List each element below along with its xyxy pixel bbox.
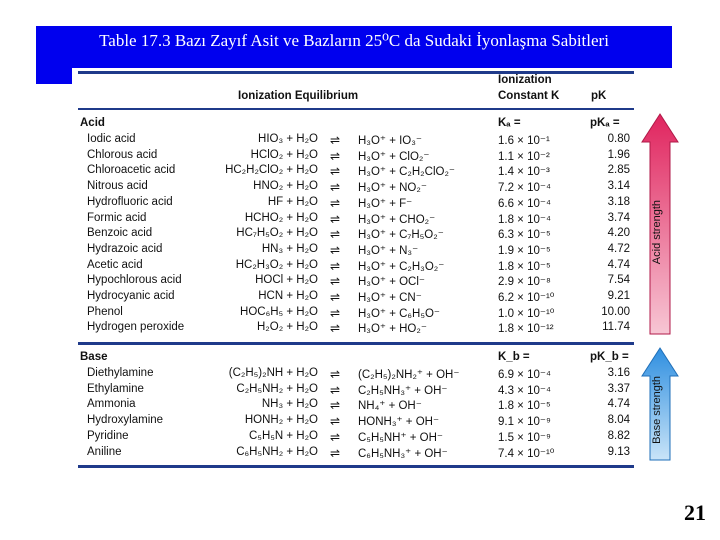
compound-name: Diethylamine <box>87 367 154 379</box>
reactants: HOCl + H₂O <box>255 274 318 287</box>
pk-value: 3.18 <box>607 195 630 208</box>
pk-value: 8.82 <box>607 429 630 442</box>
compound-name: Ethylamine <box>87 382 144 395</box>
pk-value: 0.80 <box>607 133 630 145</box>
table-row <box>78 446 634 462</box>
ionization-constant: 1.8 × 10⁻⁴ <box>498 213 551 226</box>
compound-name: Hydrazoic acid <box>87 242 163 255</box>
pk-value: 2.85 <box>607 164 630 177</box>
title-banner-notch <box>36 68 72 84</box>
products: NH₄⁺ + OH⁻ <box>358 400 422 413</box>
pk-value: 8.04 <box>607 414 630 427</box>
pk-value: 3.16 <box>607 367 630 379</box>
table-row <box>78 383 634 399</box>
equilibrium-arrow: ⇌ <box>330 211 341 226</box>
pk-value: 1.96 <box>607 148 630 161</box>
pk-value: 3.74 <box>607 211 630 224</box>
ionization-constant: 1.1 × 10⁻² <box>498 150 550 163</box>
pk-value: 9.21 <box>607 290 630 302</box>
table-row <box>78 398 634 414</box>
pk-value: 3.37 <box>607 382 630 395</box>
reactants: C₆H₅NH₂ + H₂O <box>236 445 318 458</box>
reactants: HC₂H₂ClO₂ + H₂O <box>225 164 318 177</box>
pkb-header: pK_b = <box>590 351 629 363</box>
reactants: HF + H₂O <box>267 195 318 208</box>
compound-name: Phenol <box>87 305 123 318</box>
base-section-label: Base <box>80 351 108 363</box>
products: H₃O⁺ + NO₂⁻ <box>358 182 427 195</box>
compound-name: Hydrogen peroxide <box>87 321 185 334</box>
products: H₃O⁺ + IO₃⁻ <box>358 135 423 147</box>
reactants: HC₇H₅O₂ + H₂O <box>236 227 318 240</box>
equilibrium-arrow: ⇌ <box>330 195 341 210</box>
ionization-constant: 6.3 × 10⁻⁵ <box>498 229 551 242</box>
products: C₂H₅NH₃⁺ + OH⁻ <box>358 384 448 397</box>
equilibrium-arrow: ⇌ <box>330 242 341 257</box>
table-row <box>78 430 634 446</box>
equilibrium-arrow: ⇌ <box>330 414 341 429</box>
equilibrium-arrow: ⇌ <box>330 367 341 381</box>
compound-name: Aniline <box>87 445 122 458</box>
equilibrium-arrow: ⇌ <box>330 148 341 163</box>
table-row <box>78 164 634 180</box>
table-row <box>78 414 634 430</box>
ionization-constant: 1.0 × 10⁻¹⁰ <box>498 307 555 320</box>
products: H₃O⁺ + F⁻ <box>358 197 413 210</box>
reactants: HOC₆H₅ + H₂O <box>240 305 318 318</box>
table-row <box>78 321 634 337</box>
equilibrium-arrow: ⇌ <box>330 429 341 444</box>
ionization-constant: 6.9 × 10⁻⁴ <box>498 369 551 381</box>
table-row <box>78 367 634 383</box>
pk-value: 9.13 <box>607 445 630 458</box>
pk-value: 10.00 <box>601 305 630 318</box>
ionization-constant: 1.8 × 10⁻⁵ <box>498 400 551 413</box>
compound-name: Hydrocyanic acid <box>87 290 175 302</box>
table-row <box>78 149 634 165</box>
slide-title: Table 17.3 Bazı Zayıf Asit ve Bazların 25⁰C da Sudaki İyonlaşma Sabitleri <box>99 31 609 50</box>
table-row <box>78 196 634 212</box>
equilibrium-arrow: ⇌ <box>330 382 341 397</box>
products: H₃O⁺ + HO₂⁻ <box>358 323 427 336</box>
ionization-constant: 7.4 × 10⁻¹⁰ <box>498 447 555 460</box>
products: C₆H₅NH₃⁺ + OH⁻ <box>358 447 448 460</box>
ionization-constant: 1.9 × 10⁻⁵ <box>498 244 551 257</box>
equilibrium-arrow: ⇌ <box>330 305 341 320</box>
ionization-constant: 7.2 × 10⁻⁴ <box>498 182 551 195</box>
compound-name: Hypochlorous acid <box>87 274 182 287</box>
reactants: H₂O₂ + H₂O <box>257 321 318 334</box>
pka-header: pKₐ = <box>590 117 620 129</box>
table-row <box>78 259 634 275</box>
products: H₃O⁺ + CHO₂⁻ <box>358 213 436 226</box>
equilibrium-arrow: ⇌ <box>330 164 341 179</box>
compound-name: Acetic acid <box>87 258 143 271</box>
ionization-constant: 2.9 × 10⁻⁸ <box>498 276 551 289</box>
table-row <box>78 290 634 306</box>
table-row <box>78 243 634 259</box>
reactants: HC₂H₃O₂ + H₂O <box>235 258 318 271</box>
products: H₃O⁺ + C₂H₃O₂⁻ <box>358 260 445 273</box>
compound-name: Benzoic acid <box>87 227 153 240</box>
ionization-constant: 4.3 × 10⁻⁴ <box>498 384 551 397</box>
section-divider-rule <box>78 342 634 345</box>
ionization-constant: 1.6 × 10⁻¹ <box>498 135 550 147</box>
equilibrium-arrow: ⇌ <box>330 398 341 413</box>
ionization-constant: 1.4 × 10⁻³ <box>498 166 550 179</box>
acid-section-label: Acid <box>80 117 105 129</box>
constant-header-line1: Ionization <box>498 74 552 86</box>
compound-name: Hydrofluoric acid <box>87 195 173 208</box>
products: (C₂H₅)₂NH₂⁺ + OH⁻ <box>358 369 460 381</box>
compound-name: Nitrous acid <box>87 180 148 193</box>
pk-value: 11.74 <box>602 321 630 334</box>
ionization-constant: 1.8 × 10⁻⁵ <box>498 260 551 273</box>
table-bottom-rule <box>78 465 634 468</box>
acid-strength-label: Acid strength <box>651 200 663 265</box>
products: H₃O⁺ + CN⁻ <box>358 292 422 304</box>
reactants: NH₃ + H₂O <box>261 398 318 411</box>
products: C₅H₅NH⁺ + OH⁻ <box>358 431 443 444</box>
reactants: HONH₂ + H₂O <box>244 414 318 427</box>
slide-number: 21 <box>684 500 706 525</box>
compound-name: Formic acid <box>87 211 147 224</box>
ionization-constant: 1.5 × 10⁻⁹ <box>498 431 551 444</box>
pk-header: pK <box>591 90 607 102</box>
equilibrium-arrow: ⇌ <box>330 445 341 460</box>
header-bottom-rule <box>78 108 634 110</box>
compound-name: Chlorous acid <box>87 148 158 161</box>
pk-value: 4.72 <box>607 242 630 255</box>
products: H₃O⁺ + OCl⁻ <box>358 276 425 289</box>
equilibrium-arrow: ⇌ <box>330 133 341 147</box>
pk-value: 4.74 <box>607 398 630 411</box>
reactants: HClO₂ + H₂O <box>250 148 318 161</box>
pk-value: 4.20 <box>607 227 630 240</box>
equilibrium-arrow: ⇌ <box>330 258 341 273</box>
kb-header: K_b = <box>498 351 530 363</box>
reactants: (C₂H₅)₂NH + H₂O <box>228 367 318 379</box>
products: H₃O⁺ + ClO₂⁻ <box>358 150 430 163</box>
equilibrium-arrow: ⇌ <box>330 290 341 304</box>
reactants: C₂H₅NH₂ + H₂O <box>236 382 318 395</box>
table-row <box>78 212 634 228</box>
reactants: HNO₂ + H₂O <box>253 180 318 193</box>
reactants: HN₃ + H₂O <box>261 242 318 255</box>
pk-value: 3.14 <box>607 180 630 193</box>
table-row <box>78 180 634 196</box>
table-row <box>78 227 634 243</box>
products: H₃O⁺ + C₂H₂ClO₂⁻ <box>358 166 455 179</box>
compound-name: Iodic acid <box>87 133 136 145</box>
pk-value: 4.74 <box>607 258 630 271</box>
compound-name: Ammonia <box>87 398 136 411</box>
table-row <box>78 274 634 290</box>
table-row <box>78 306 634 322</box>
compound-name: Chloroacetic acid <box>87 164 176 177</box>
equilibrium-header: Ionization Equilibrium <box>238 90 359 102</box>
reactants: HCN + H₂O <box>258 290 318 302</box>
compound-name: Pyridine <box>87 429 129 442</box>
ionization-constant: 9.1 × 10⁻⁹ <box>498 416 551 429</box>
table-row <box>78 133 634 149</box>
reactants: HIO₃ + H₂O <box>258 133 318 145</box>
pk-value: 7.54 <box>607 274 630 287</box>
products: H₃O⁺ + C₆H₅O⁻ <box>358 307 441 320</box>
ka-header: Kₐ = <box>498 117 521 129</box>
products: H₃O⁺ + C₇H₅O₂⁻ <box>358 229 444 242</box>
products: H₃O⁺ + N₃⁻ <box>358 244 419 257</box>
constant-header-line2: Constant K <box>498 90 560 102</box>
base-strength-label: Base strength <box>651 376 663 444</box>
equilibrium-arrow: ⇌ <box>330 274 341 289</box>
ionization-constant: 6.2 × 10⁻¹⁰ <box>498 292 555 304</box>
equilibrium-arrow: ⇌ <box>330 180 341 195</box>
reactants: C₅H₅N + H₂O <box>249 429 318 442</box>
ionization-constant: 1.8 × 10⁻¹² <box>498 323 554 336</box>
equilibrium-arrow: ⇌ <box>330 321 341 336</box>
compound-name: Hydroxylamine <box>87 414 164 427</box>
products: HONH₃⁺ + OH⁻ <box>358 416 440 429</box>
ionization-constant: 6.6 × 10⁻⁴ <box>498 197 551 210</box>
equilibrium-arrow: ⇌ <box>330 227 341 242</box>
reactants: HCHO₂ + H₂O <box>244 211 318 224</box>
